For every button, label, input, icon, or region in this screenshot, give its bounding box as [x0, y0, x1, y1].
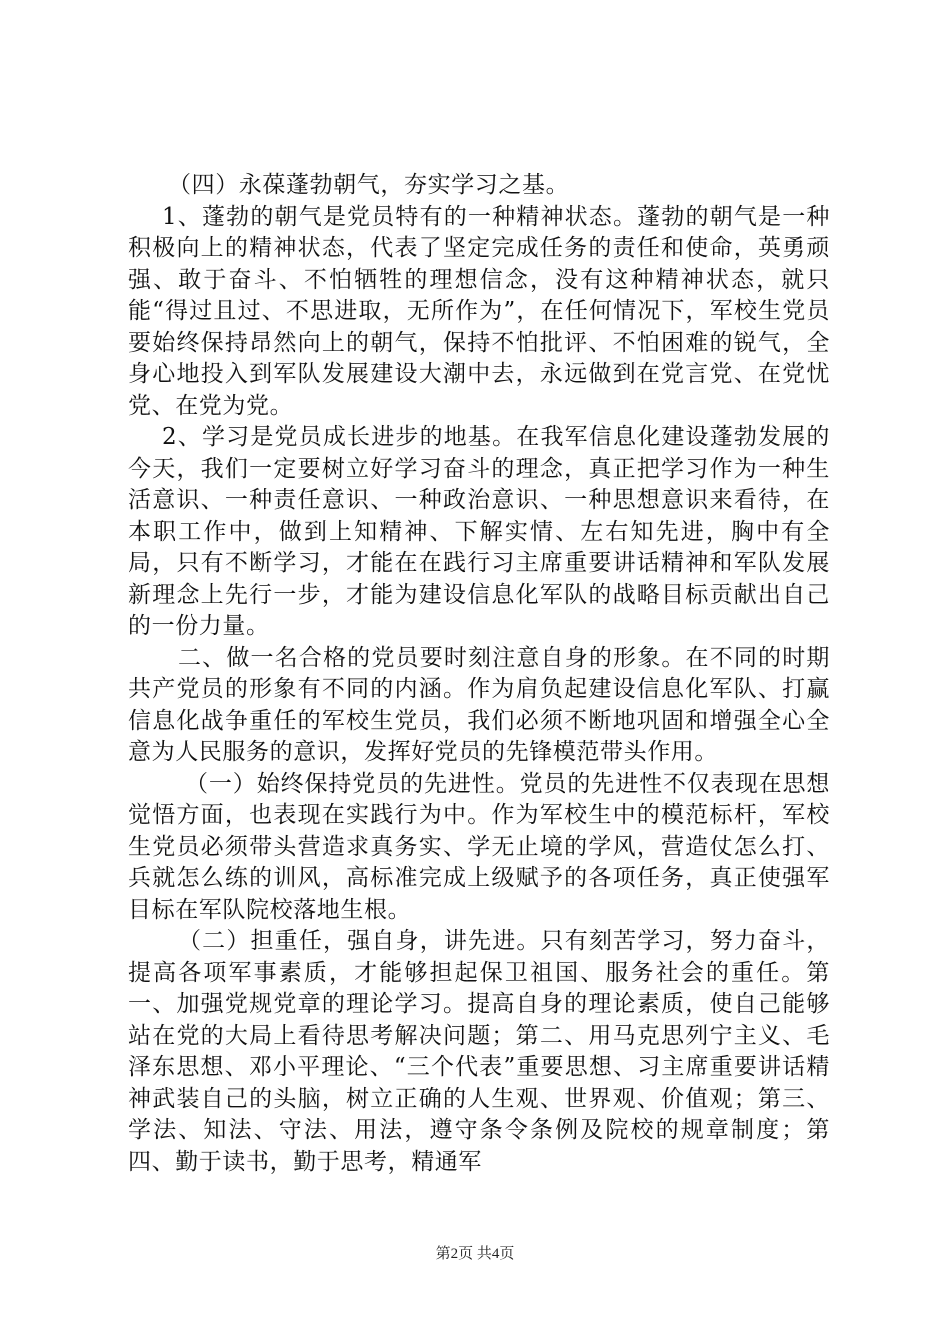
page-number-footer: 第2页 共4页	[435, 1246, 515, 1262]
paragraph-advancement: （一）始终保持党员的先进性。党员的先进性不仅表现在思想觉悟方面，也表现在实践行为中。作为军校生中的模范标杆，军校生党员必须带头营造求真务实、学无止境的学风，营造仗怎么打、兵就怎么练的训风，高标准完成上级赋予的各项任务，真正使强军目标在军队院校落地生根。	[128, 770, 830, 923]
section-heading-four: （四）永葆蓬勃朝气，夯实学习之基。	[168, 172, 570, 198]
paragraph-party-image: 二、做一名合格的党员要时刻注意自身的形象。在不同的时期共产党员的形象有不同的内涵。作为肩负起建设信息化军队、打赢信息化战争重任的军校生党员，我们必须不断地巩固和增强全心全意为人民服务的意识，发挥好党员的先锋模范带头作用。	[128, 644, 830, 765]
paragraph-responsibility: （二）担重任，强自身，讲先进。只有刻苦学习，努力奋斗，提高各项军事素质，才能够担起保卫祖国、服务社会的重任。第一、加强党规党章的理论学习。提高自身的理论素质，使自己能够站在党的大局上看待思考解决问题；第二、用马克思列宁主义、毛泽东思想、邓小平理论、“三个代表”重要思想、习主席重要讲话精神武装自己的头脑，树立正确的人生观、世界观、价值观；第三、学法、知法、守法、用法，遵守条令条例及院校的规章制度；第四、勤于读书，勤于思考，精通军	[128, 928, 830, 1175]
paragraph-vigor: 1、蓬勃的朝气是党员特有的一种精神状态。蓬勃的朝气是一种积极向上的精神状态，代表了坚定完成任务的责任和使命，英勇顽强、敢于奋斗、不怕牺牲的理想信念，没有这种精神状态，就只能“得过且过、不思进取，无所作为”，在任何情况下，军校生党员要始终保持昂然向上的朝气，保持不怕批评、不怕困难的锐气，全身心地投入到军队发展建设大潮中去，永远做到在党言党、在党忧党、在党为党。	[128, 203, 830, 419]
document-body	[128, 170, 830, 1178]
paragraph-learning: 2、学习是党员成长进步的地基。在我军信息化建设蓬勃发展的今天，我们一定要树立好学习奋斗的理念，真正把学习作为一种生活意识、一种责任意识、一种政治意识、一种思想意识来看待，在本职工作中，做到上知精神、下解实情、左右知先进，胸中有全局，只有不断学习，才能在在践行习主席重要讲话精神和军队发展新理念上先行一步，才能为建设信息化军队的战略目标贡献出自己的一份力量。	[128, 424, 830, 639]
